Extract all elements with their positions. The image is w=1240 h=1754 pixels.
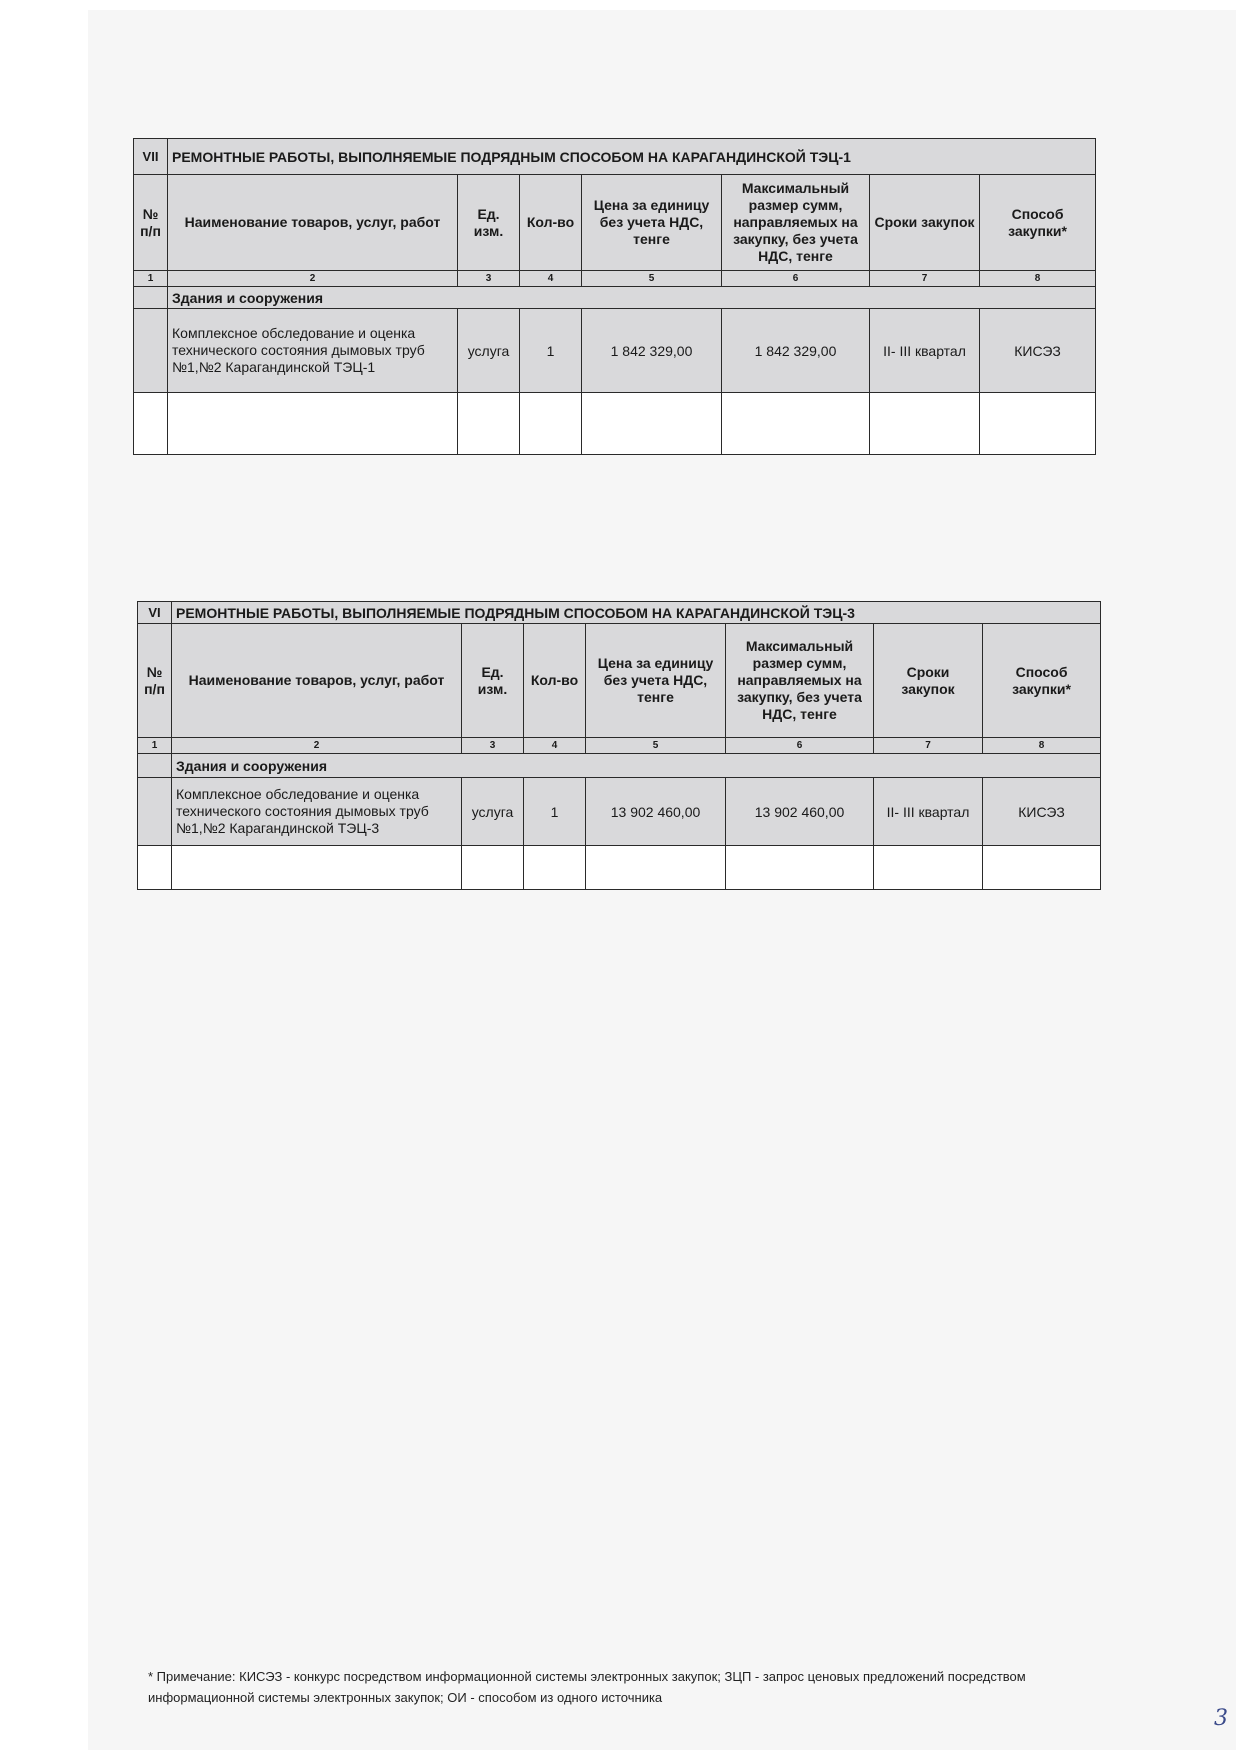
empty-cell xyxy=(722,393,870,455)
col-header-name: Наименование товаров, услуг, работ xyxy=(168,175,458,271)
empty-cell xyxy=(520,393,582,455)
empty-cell xyxy=(980,393,1096,455)
footnote: * Примечание: КИСЭЗ - конкурс посредством информационной системы электронных закупок; ЗЦП - запрос ценовых предложений посредством информационной системы электронных закупок; ОИ - способом из одного источника xyxy=(148,1669,1026,1705)
col-header-unit: Ед. изм. xyxy=(462,624,524,738)
row-no xyxy=(138,778,172,846)
col-number: 5 xyxy=(586,738,726,754)
col-header-no: № п/п xyxy=(134,175,168,271)
row-unit: услуга xyxy=(458,309,520,393)
empty-cell xyxy=(874,846,983,890)
section-number: VI xyxy=(138,602,172,624)
row-term: II- III квартал xyxy=(874,778,983,846)
col-number: 8 xyxy=(983,738,1101,754)
row-qty: 1 xyxy=(520,309,582,393)
row-term: II- III квартал xyxy=(870,309,980,393)
col-header-qty: Кол-во xyxy=(520,175,582,271)
empty-cell xyxy=(524,846,586,890)
procurement-table-tec3 xyxy=(137,601,1101,890)
empty-cell xyxy=(168,393,458,455)
col-number: 2 xyxy=(172,738,462,754)
col-number: 1 xyxy=(138,738,172,754)
col-number: 4 xyxy=(524,738,586,754)
empty-cell xyxy=(726,846,874,890)
procurement-table-tec1 xyxy=(133,138,1096,455)
row-method: КИСЭЗ xyxy=(983,778,1101,846)
col-number: 1 xyxy=(134,271,168,287)
section-title: РЕМОНТНЫЕ РАБОТЫ, ВЫПОЛНЯЕМЫЕ ПОДРЯДНЫМ СПОСОБОМ НА КАРАГАНДИНСКОЙ ТЭЦ-1 xyxy=(168,139,1096,175)
group-spacer xyxy=(138,754,172,778)
col-header-term: Сроки закупок xyxy=(874,624,983,738)
empty-cell xyxy=(983,846,1101,890)
col-number: 5 xyxy=(582,271,722,287)
empty-cell xyxy=(134,393,168,455)
section-title: РЕМОНТНЫЕ РАБОТЫ, ВЫПОЛНЯЕМЫЕ ПОДРЯДНЫМ СПОСОБОМ НА КАРАГАНДИНСКОЙ ТЭЦ-3 xyxy=(172,602,1101,624)
empty-cell xyxy=(586,846,726,890)
row-name: Комплексное обследование и оценка технического состояния дымовых труб №1,№2 Карагандинской ТЭЦ-1 xyxy=(168,309,458,393)
col-number: 7 xyxy=(870,271,980,287)
empty-cell xyxy=(138,846,172,890)
row-qty: 1 xyxy=(524,778,586,846)
row-price: 1 842 329,00 xyxy=(582,309,722,393)
col-number: 6 xyxy=(726,738,874,754)
col-number: 4 xyxy=(520,271,582,287)
col-header-method: Способ закупки* xyxy=(980,175,1096,271)
empty-cell xyxy=(462,846,524,890)
col-number: 3 xyxy=(462,738,524,754)
section-number: VII xyxy=(134,139,168,175)
row-method: КИСЭЗ xyxy=(980,309,1096,393)
col-header-method: Способ закупки* xyxy=(983,624,1101,738)
empty-cell xyxy=(172,846,462,890)
col-header-qty: Кол-во xyxy=(524,624,586,738)
row-max-sum: 13 902 460,00 xyxy=(726,778,874,846)
col-number: 3 xyxy=(458,271,520,287)
col-header-term: Сроки закупок xyxy=(870,175,980,271)
empty-cell xyxy=(458,393,520,455)
col-number: 2 xyxy=(168,271,458,287)
col-number: 8 xyxy=(980,271,1096,287)
row-no xyxy=(134,309,168,393)
group-spacer xyxy=(134,287,168,309)
row-max-sum: 1 842 329,00 xyxy=(722,309,870,393)
col-number: 7 xyxy=(874,738,983,754)
row-name: Комплексное обследование и оценка технического состояния дымовых труб №1,№2 Карагандинской ТЭЦ-3 xyxy=(172,778,462,846)
col-header-price: Цена за единицу без учета НДС, тенге xyxy=(582,175,722,271)
col-number: 6 xyxy=(722,271,870,287)
row-unit: услуга xyxy=(462,778,524,846)
empty-cell xyxy=(870,393,980,455)
col-header-price: Цена за единицу без учета НДС, тенге xyxy=(586,624,726,738)
empty-cell xyxy=(582,393,722,455)
group-label: Здания и сооружения xyxy=(172,754,1101,778)
page-number: 3 xyxy=(1214,1706,1228,1731)
group-label: Здания и сооружения xyxy=(168,287,1096,309)
col-header-max-sum: Максимальный размер сумм, направляемых на закупку, без учета НДС, тенге xyxy=(726,624,874,738)
col-header-no: № п/п xyxy=(138,624,172,738)
col-header-name: Наименование товаров, услуг, работ xyxy=(172,624,462,738)
col-header-max-sum: Максимальный размер сумм, направляемых на закупку, без учета НДС, тенге xyxy=(722,175,870,271)
col-header-unit: Ед. изм. xyxy=(458,175,520,271)
row-price: 13 902 460,00 xyxy=(586,778,726,846)
